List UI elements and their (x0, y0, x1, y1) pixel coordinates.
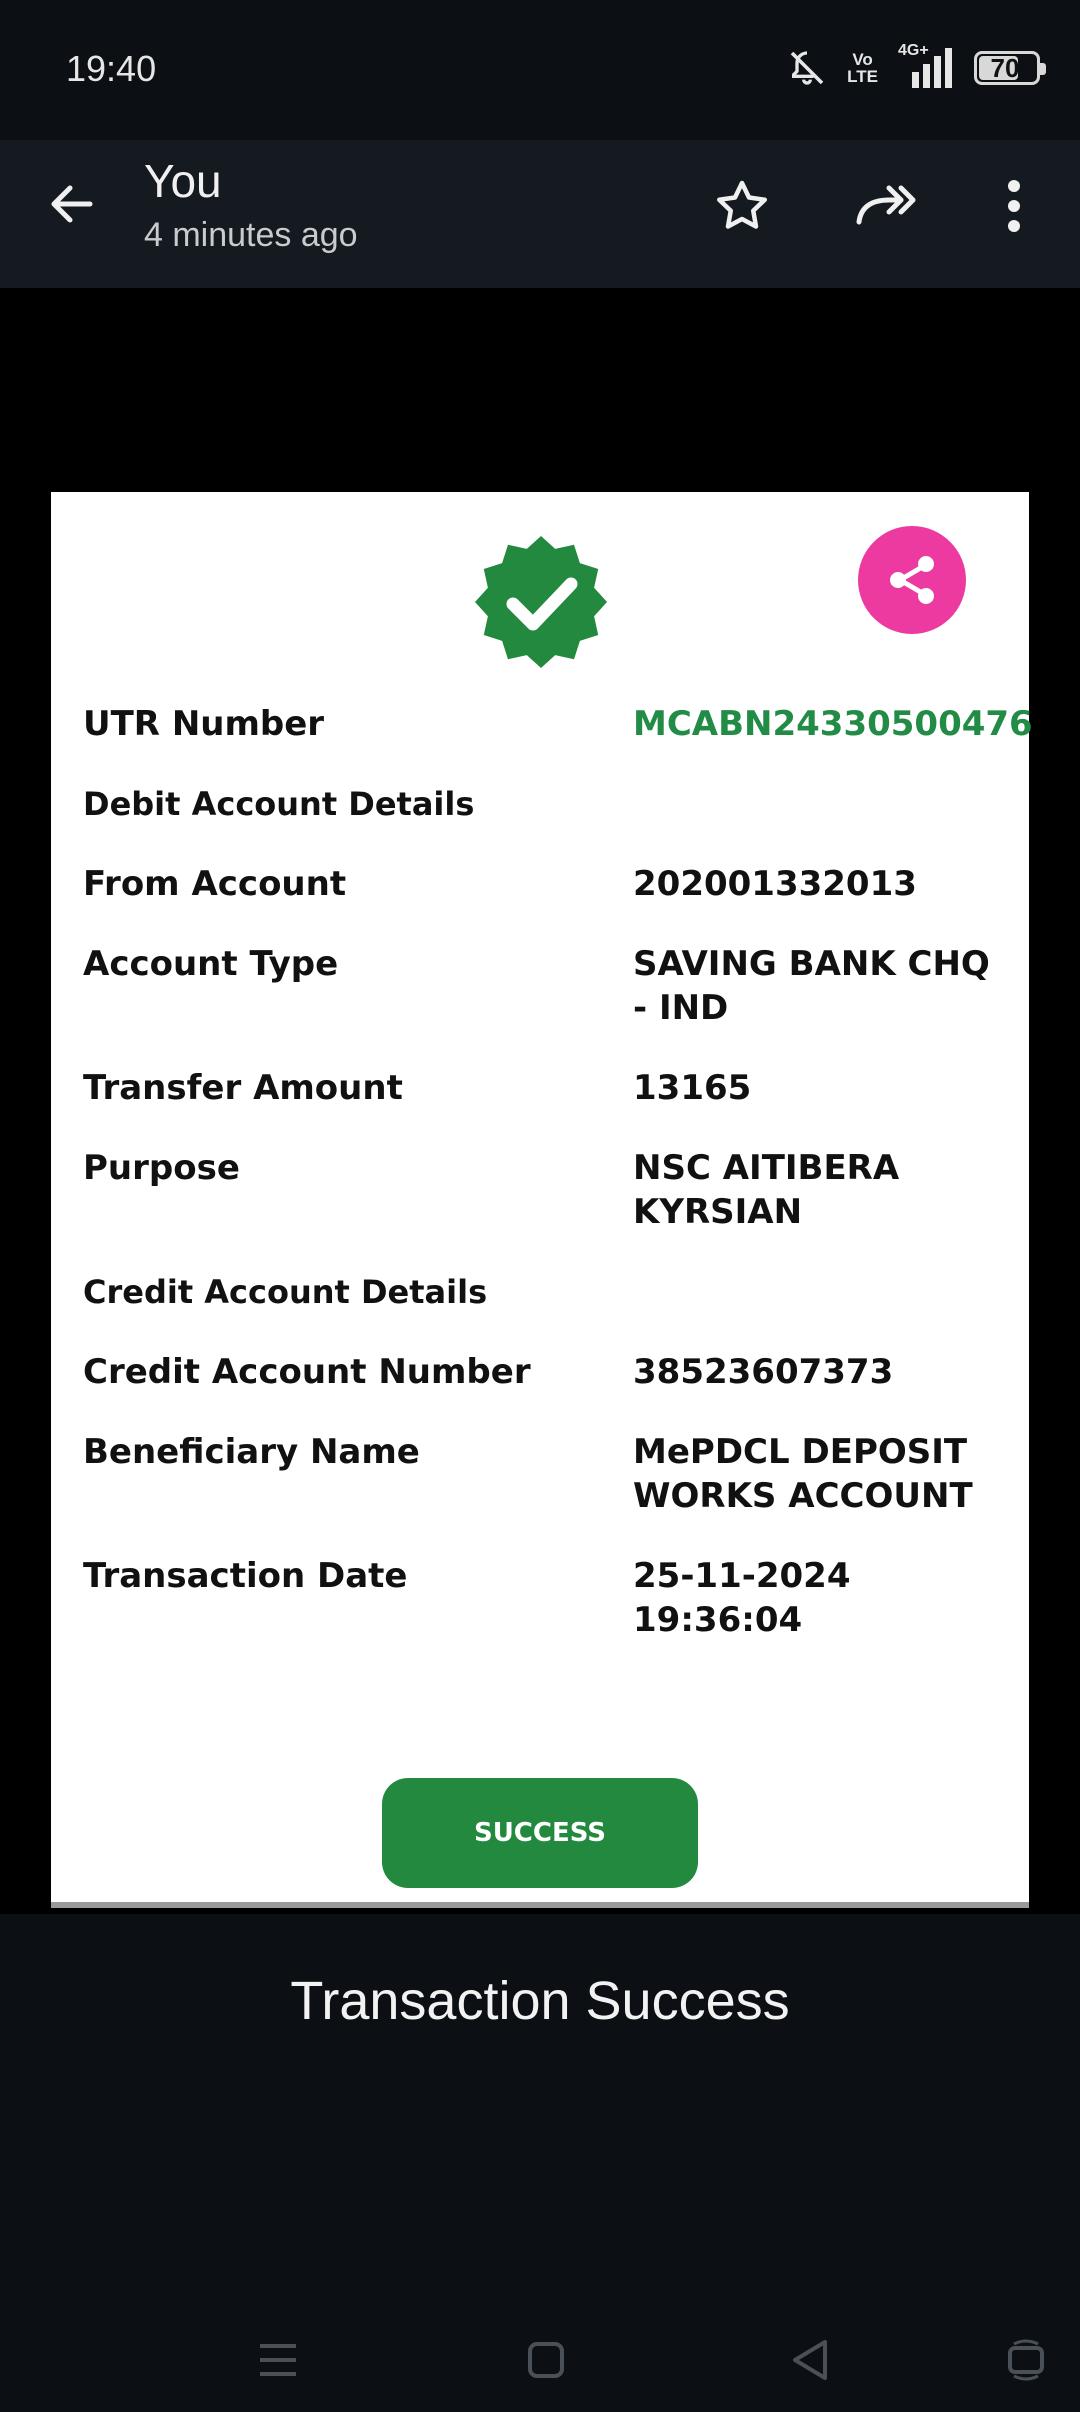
purpose-value: NSC AITIBERA KYRSIAN (633, 1148, 900, 1232)
credit-account-value: 38523607373 (633, 1352, 894, 1392)
more-icon (1004, 176, 1024, 236)
rotate-icon (1004, 2338, 1048, 2382)
star-button[interactable] (706, 170, 778, 242)
more-options-button[interactable] (978, 170, 1050, 242)
transaction-receipt (51, 492, 1033, 1908)
receipt-details (83, 702, 1033, 1678)
credit-account-label: Credit Account Number (83, 1352, 531, 1392)
mute-icon (787, 48, 827, 88)
network-type: 4G+ (898, 42, 929, 59)
purpose-label: Purpose (83, 1148, 240, 1188)
success-button[interactable]: SUCCESS (382, 1778, 698, 1888)
forward-button[interactable] (850, 170, 922, 242)
star-icon (712, 176, 772, 236)
beneficiary-label: Beneficiary Name (83, 1432, 420, 1472)
menu-icon (258, 2342, 298, 2378)
back-nav-icon (789, 2338, 831, 2382)
purpose-row (83, 1146, 1003, 1234)
image-viewer[interactable] (0, 288, 1080, 1914)
home-button[interactable] (516, 2330, 576, 2390)
back-icon (36, 168, 108, 240)
transfer-amount-row (83, 1066, 1003, 1110)
from-account-label: From Account (83, 864, 347, 904)
volte-indicator: Vo LTE (847, 50, 878, 86)
battery-indicator (974, 51, 1040, 85)
beneficiary-value: MePDCL DEPOSIT WORKS ACCOUNT (633, 1432, 973, 1516)
forward-icon (853, 176, 919, 236)
navigation-bar (0, 2300, 1080, 2412)
from-account-row (83, 862, 1003, 906)
utr-row (83, 702, 1033, 746)
back-button[interactable] (36, 168, 108, 240)
home-icon (526, 2340, 566, 2380)
utr-value: MCABN24330500476 (633, 704, 1033, 744)
credit-section-title: Credit Account Details (83, 1273, 488, 1311)
transaction-date-row (83, 1554, 1003, 1642)
transfer-amount-label: Transfer Amount (83, 1068, 403, 1108)
account-type-row (83, 942, 1003, 1030)
recents-button[interactable] (248, 2330, 308, 2390)
image-caption: Transaction Success (290, 1971, 790, 2031)
transfer-amount-value: 13165 (633, 1068, 752, 1108)
account-type-value: SAVING BANK CHQ - IND (633, 944, 990, 1028)
credit-account-row (83, 1350, 1003, 1394)
account-type-label: Account Type (83, 944, 339, 984)
app-header (0, 140, 1080, 288)
transaction-date-value: 25-11-2024 19:36:04 (633, 1556, 851, 1640)
debit-section-title: Debit Account Details (83, 785, 475, 823)
status-icons (787, 42, 1040, 90)
message-time: 4 minutes ago (144, 216, 358, 254)
back-nav-button[interactable] (780, 2330, 840, 2390)
sender-name: You (144, 155, 222, 207)
beneficiary-row (83, 1430, 1003, 1518)
share-icon (882, 550, 942, 610)
from-account-value: 202001332013 (633, 864, 917, 904)
status-time: 19:40 (66, 48, 157, 89)
battery-level: 70 (990, 53, 1020, 83)
share-button[interactable] (858, 526, 966, 634)
status-bar (0, 0, 1080, 140)
signal-icon (898, 42, 954, 90)
verified-badge-icon (471, 532, 611, 672)
utr-label: UTR Number (83, 704, 325, 744)
transaction-date-label: Transaction Date (83, 1556, 408, 1596)
rotate-button[interactable] (996, 2330, 1056, 2390)
